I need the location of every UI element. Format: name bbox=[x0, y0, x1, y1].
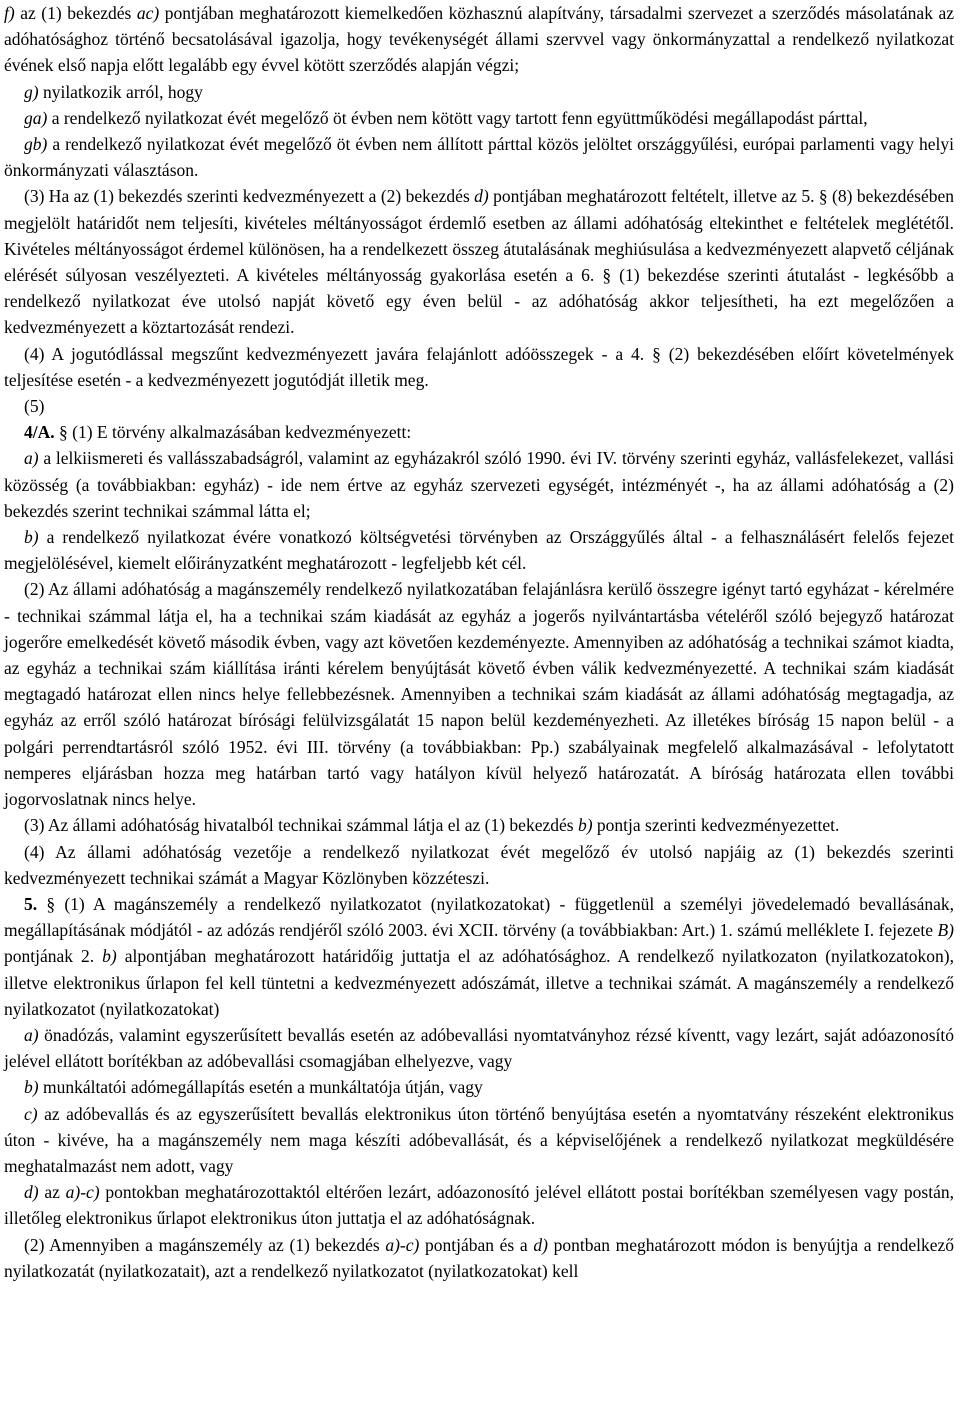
paragraph bbox=[4, 1179, 954, 1231]
paragraph bbox=[4, 445, 954, 524]
text-run: a rendelkező nyilatkozat évére vonatkozó költségvetési törvényben az Országgyűlés által - a felhasználásért felelős fejezet megjelölésével, kiemelt előirányzatként meghatározott - legfeljebb két cél. bbox=[4, 527, 954, 574]
paragraph bbox=[4, 183, 954, 340]
text-run: az (1) bekezdés bbox=[14, 3, 137, 23]
italic-run: a) bbox=[24, 448, 39, 469]
paragraph bbox=[4, 1232, 954, 1284]
paragraph bbox=[4, 1074, 954, 1100]
italic-run: b) bbox=[577, 815, 593, 836]
italic-run: B) bbox=[937, 920, 954, 941]
italic-run: b) bbox=[24, 527, 39, 548]
italic-run: g) bbox=[24, 81, 39, 102]
italic-run: a)-c) bbox=[385, 1234, 420, 1255]
bold-run: 5. bbox=[24, 893, 38, 914]
italic-run: a) bbox=[24, 1024, 39, 1045]
paragraph bbox=[4, 393, 954, 419]
italic-run: d) bbox=[24, 1182, 39, 1203]
text-run: (4) Az állami adóhatóság vezetője a rendelkező nyilatkozat évét megelőző év utolsó napjáig az (1) bekezdés szerinti kedvezményezett technikai számát a Magyar Közlönyben közzéteszi. bbox=[4, 841, 954, 888]
text-run: pontokban meghatározottaktól eltérően lezárt, adóazonosító jelével ellátott postai borítékban személyesen vagy postán, illetőleg elektronikus űrlapot elektronikus úton juttatja el az adóhatóságnak. bbox=[4, 1182, 954, 1229]
paragraph bbox=[4, 891, 954, 1022]
text-run: az bbox=[38, 1182, 66, 1203]
paragraph bbox=[4, 79, 954, 105]
italic-run: a)-c) bbox=[65, 1182, 100, 1203]
italic-run: d) bbox=[533, 1234, 548, 1255]
text-run: § (1) E törvény alkalmazásában kedvezményezett: bbox=[54, 422, 412, 443]
italic-run: f) bbox=[4, 3, 15, 23]
text-run: pontban meghatározott módon is benyújtja a rendelkező nyilatkozatát (nyilatkozatait), azt a rendelkező nyilatkozatot (nyilatkozatokat) kell bbox=[4, 1234, 954, 1281]
text-run: a rendelkező nyilatkozat évét megelőző öt évben nem kötött vagy tartott fenn együttműködési megállapodást párttal, bbox=[47, 107, 868, 128]
text-run: pontjában és a bbox=[419, 1234, 534, 1255]
italic-run: ga) bbox=[24, 107, 48, 128]
text-run: a rendelkező nyilatkozat évét megelőző öt évben nem állított párttal közös jelöltet országgyűlési, európai parlamenti vagy helyi önkormányzati választáson. bbox=[4, 134, 954, 181]
paragraph bbox=[4, 131, 954, 183]
text-run: (2) Az állami adóhatóság a magánszemély rendelkező nyilatkozatában felajánlásra kerülő összegre igényt tartó egyházat - kérelmére - technikai számmal látja el, ha a technikai szám kiadását az egyház a jogerős nyilvántartásba vételéről szóló bejegyző határozat jogerőre emelkedését követő második évben, vagy azt követően kezdeményezte. Amennyiben az adóhatóság a technikai számot kiadta, az egyház a technikai szám kiállítása iránti kérelem benyújtását követő évben válik kedvezményezetté. A technikai szám kiadását megtagadó határozat ellen nincs helye fellebbezésnek. Amennyiben a technikai szám kiadását az állami adóhatóság megtagadja, az egyház az erről szóló határozat bírósági felülvizsgálatát 15 napon belül kezdeményezheti. Az illetékes bíróság 15 napon belül - a polgári perrendtartásról szóló 1952. évi III. törvény (a továbbiakban: Pp.) szabályainak megfelelő alkalmazásával - lefolytatott nemperes eljárásban hozza meg határban tartó vagy hatályon kívül helyező határozatát. A bíróság határozata ellen további jogorvoslatnak nincs helye. bbox=[4, 579, 954, 810]
italic-run: b) bbox=[24, 1077, 39, 1098]
text-run: (4) A jogutódlással megszűnt kedvezményezett javára felajánlott adóösszegek - a 4. § (2) bekezdésében előírt követelmények teljesítése esetén - a kedvezményezett jogutódját illetik meg. bbox=[4, 343, 954, 390]
italic-run: d) bbox=[474, 186, 489, 207]
paragraph bbox=[4, 812, 954, 838]
italic-run: b) bbox=[102, 946, 117, 967]
text-run: (3) Ha az (1) bekezdés szerinti kedvezményezett a (2) bekezdés bbox=[24, 186, 475, 207]
text-run: (3) Az állami adóhatóság hivatalból technikai számmal látja el az (1) bekezdés bbox=[24, 815, 578, 836]
text-run: önadózás, valamint egyszerűsített bevallás esetén az adóbevallási nyomtatványhoz rézsé kíventt, vagy lezárt, saját adóazonosító jelével ellátott borítékban az adóbevallási csomagjában elhelyezve, vagy bbox=[4, 1024, 954, 1072]
text-run: (5) bbox=[24, 396, 45, 417]
paragraph bbox=[4, 0, 954, 79]
paragraph bbox=[4, 105, 954, 131]
paragraph bbox=[4, 1101, 954, 1180]
italic-run: gb) bbox=[24, 134, 48, 155]
paragraph bbox=[4, 341, 954, 393]
bold-run: 4/A. bbox=[24, 422, 55, 443]
paragraph bbox=[4, 839, 954, 891]
text-run: nyilatkozik arról, hogy bbox=[38, 81, 203, 102]
text-run: pontja szerinti kedvezményezettet. bbox=[592, 815, 840, 836]
text-run: alpontjában meghatározott határidőig juttatja el az adóhatósághoz. A rendelkező nyilatkozaton (nyilatkozatokon), illetve elektronikus űrlapon fel kell tüntetni a kedvezményezett adószámát, illetve a technikai számát. A magánszemély a rendelkező nyilatkozatot (nyilatkozatokat) bbox=[4, 946, 954, 1019]
paragraph bbox=[4, 524, 954, 576]
paragraph bbox=[4, 576, 954, 812]
text-run: pontjában meghatározott feltételt, illetve az 5. § (8) bekezdésében megjelölt határidőt nem teljesíti, kivételes méltányosságot érdemlő esetben az állami adóhatóság eltekinthet e feltételek meglététől. Kivételes méltányosságot érdemel különösen, ha a rendelkezett összeg átutalásának meghiúsulása a kedvezményezett alapvető céljának elérését súlyosan veszélyezteti. A kivételes méltányosság gyakorlása esetén a 6. § (1) bekezdése szerinti átutalást - legkésőbb a rendelkező nyilatkozat éve utolsó napját követő egy éven belül - az adóhatóság akkor teljesítheti, ha ezt megelőzően a kedvezményezett a köztartozását rendezi. bbox=[4, 186, 954, 338]
text-run: pontjának 2. bbox=[4, 946, 103, 967]
text-run: § (1) A magánszemély a rendelkező nyilatkozatot (nyilatkozatokat) - függetlenül a személyi jövedelemadó bevallásának, megállapításának módjától - az adózás rendjéről szóló 2003. évi XCII. törvény (a továbbiakban: Art.) 1. számú melléklete I. fejezete bbox=[4, 893, 954, 941]
italic-run: c) bbox=[24, 1103, 38, 1124]
text-run: (2) Amennyiben a magánszemély az (1) bekezdés bbox=[24, 1234, 386, 1255]
text-run: az adóbevallás és az egyszerűsített bevallás elektronikus úton történő benyújtása esetén a nyomtatvány részeként elektronikus úton - kivéve, ha a magánszemély nem maga készíti adóbevallását, és a képviselőjének a rendelkező nyilatkozat megküldésére meghatalmazást nem adott, vagy bbox=[4, 1103, 954, 1176]
paragraph bbox=[4, 419, 954, 445]
text-run: a lelkiismereti és vallásszabadságról, valamint az egyházakról szóló 1990. évi IV. törvény szerinti egyház, vallásfelekezet, vallási közösség (a továbbiakban: egyház) - ide nem értve az egyház szervezeti egységét, intézményét -, ha az állami adóhatóság a (2) bekezdés szerint technikai számmal látta el; bbox=[4, 448, 954, 521]
text-run: munkáltatói adómegállapítás esetén a munkáltatója útján, vagy bbox=[38, 1077, 483, 1098]
text-run: pontjában meghatározott kiemelkedően közhasznú alapítvány, társadalmi szervezet a szerződés másolatának az adóhatósághoz történő becsatolásával igazolja, hogy tevékenységét állami szervvel vagy önkormányzattal a rendelkező nyilatkozat évének első napja előtt legalább egy évvel kötött szerződés alapján végzi; bbox=[4, 3, 954, 76]
paragraph bbox=[4, 1022, 954, 1074]
italic-run: ac) bbox=[136, 3, 160, 23]
